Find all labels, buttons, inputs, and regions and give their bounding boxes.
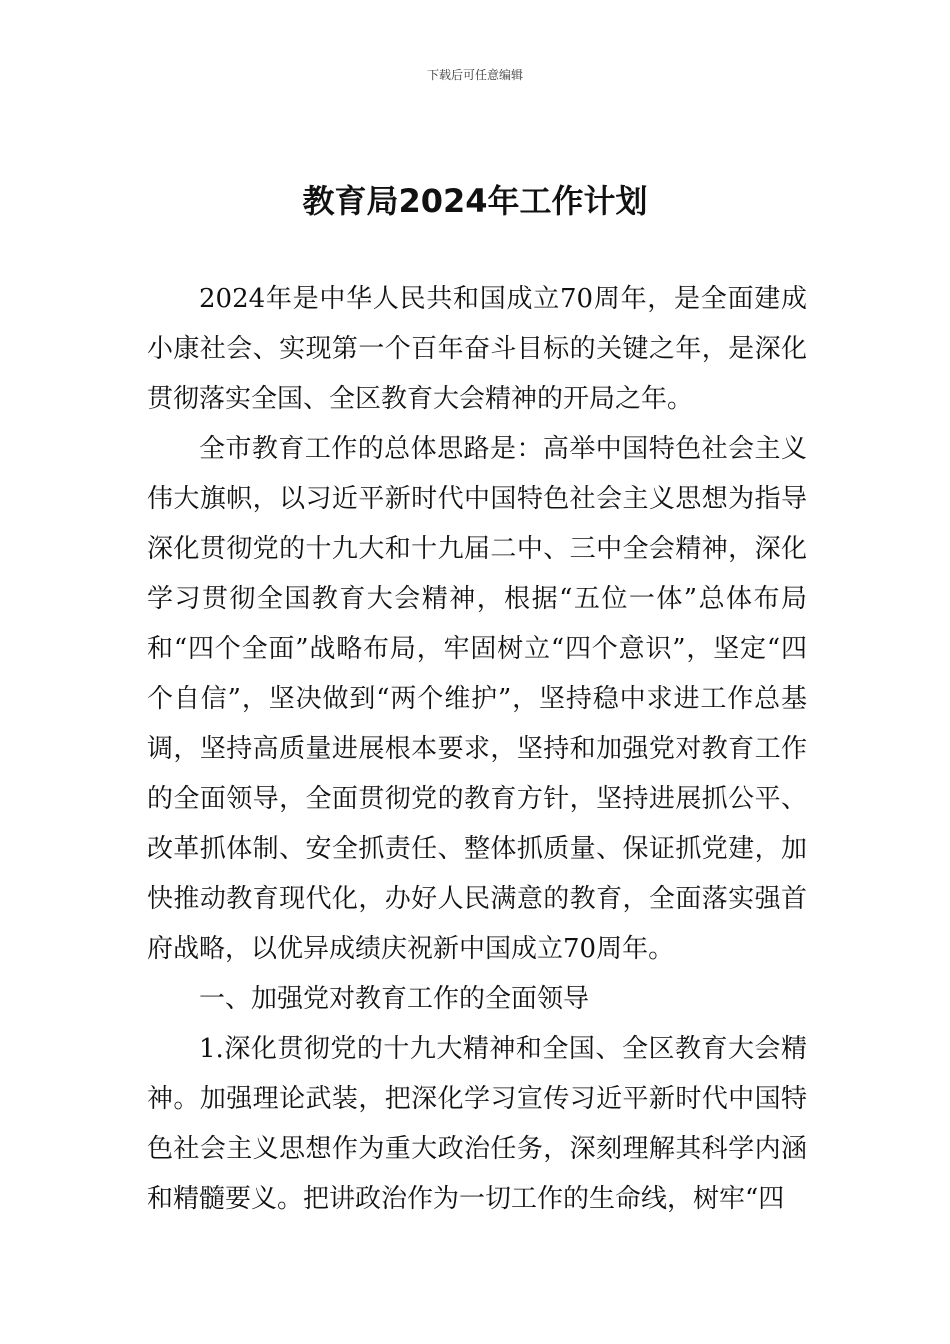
paragraph-item-1: 1.深化贯彻党的十九大精神和全国、全区教育大会精神。加强理论武装，把深化学习宣传习近平新时代中国特色社会主义思想作为重大政治任务，深刻理解其科学内涵和精髓要义。把讲政治作为一切工作的生命线，树牢“四 [147,1034,807,1214]
paragraph-overall-approach: 全市教育工作的总体思路是：高举中国特色社会主义伟大旗帜，以习近平新时代中国特色社会主义思想为指导深化贯彻党的十九大和十九届二中、三中全会精神，深化学习贯彻全国教育大会精神，根据“五位一体”总体布局和“四个全面”战略布局，牢固树立“四个意识”，坚定“四个自信”，坚决做到“两个维护”，坚持稳中求进工作总基调，坚持高质量进展根本要求，坚持和加强党对教育工作的全面领导，全面贯彻党的教育方针，坚持进展抓公平、改革抓体制、安全抓责任、整体抓质量、保证抓党建，加快推动教育现代化，办好人民满意的教育，全面落实强首府战略，以优异成绩庆祝新中国成立70周年。 [147,434,807,964]
section-heading-1: 一、加强党对教育工作的全面领导 [199,984,590,1014]
document-title: 教育局2024年工作计划 [302,182,648,220]
header-note: 下载后可任意编辑 [426,68,523,82]
paragraph-intro: 2024年是中华人民共和国成立70周年，是全面建成小康社会、实现第一个百年奋斗目标的关键之年，是深化贯彻落实全国、全区教育大会精神的开局之年。 [147,284,807,414]
document-body [147,274,807,1224]
